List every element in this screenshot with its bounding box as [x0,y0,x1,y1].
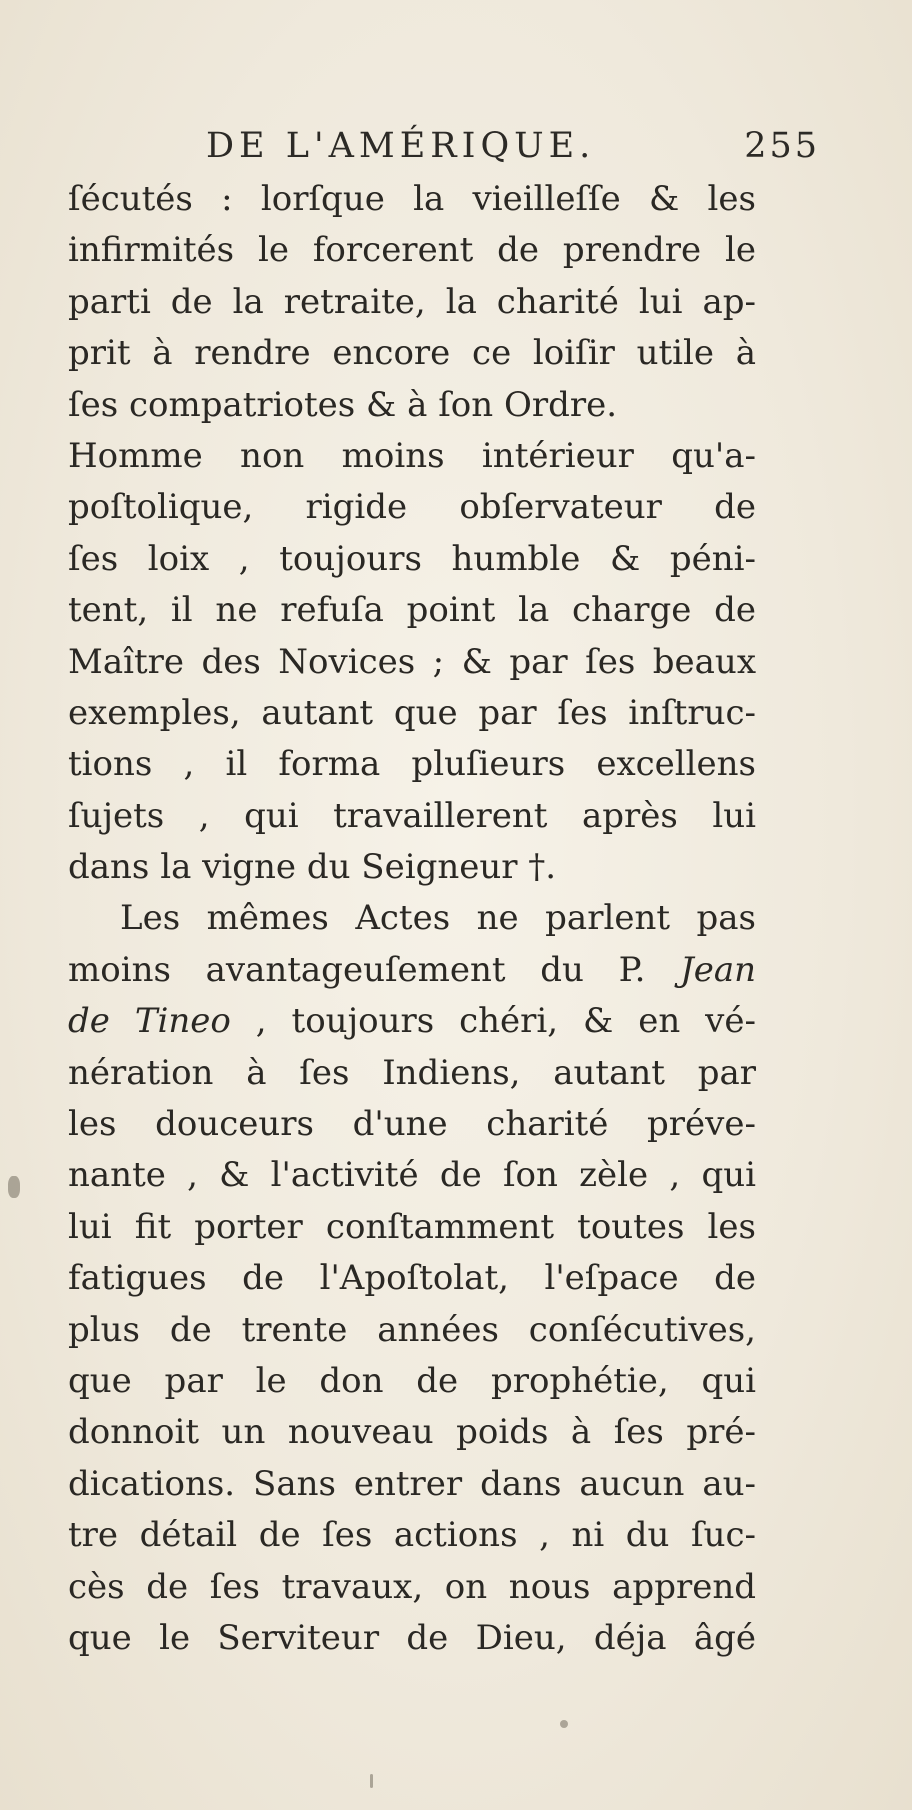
text-line: Les mêmes Actes ne parlent pas [120,898,756,939]
text-line: tions , il forma pluſieurs excellens [68,744,756,785]
text-line: lui fit porter conſtamment toutes les [68,1206,756,1247]
text-line: dans la vigne du Seigneur †. [68,847,557,888]
text-line [68,996,756,1047]
text-line: fatigues de l'Apoſtolat, l'eſpace de [68,1258,756,1299]
text-line: ſujets , qui travaillerent après lui [68,795,756,836]
ink-speck [370,1774,373,1788]
text-line: tre détail de ſes actions , ni du ſuc- [68,1515,756,1556]
text-line: que par le don de prophétie, qui [68,1360,756,1401]
text-line: Maître des Novices ; & par ſes beaux [68,641,756,682]
italic-name: de Tineo [68,1001,231,1042]
page-number: 255 [744,126,820,166]
ink-speck [560,1720,568,1728]
text-line: nante , & l'activité de ſon zèle , qui [68,1155,756,1196]
text-span: moins avantageuſement du P. [68,949,646,990]
text-line: Homme non moins intérieur qu'a- [68,435,756,476]
text-line: ſes loix , toujours humble & péni- [68,538,756,579]
text-line: prit à rendre encore ce loiſir utile à [68,333,756,374]
text-line: ſes compatriotes & à ſon Ordre. [68,384,618,425]
text-line: cès de ſes travaux, on nous apprend [68,1566,756,1607]
text-line: dications. Sans entrer dans aucun au- [68,1463,756,1504]
text-line: ſécutés : lorſque la vieilleſſe & les [68,179,756,219]
text-line [68,945,756,996]
italic-name: Jean [680,949,756,990]
text-line: que le Serviteur de Dieu, déja âgé [68,1617,756,1658]
running-head: DE L'AMÉRIQUE. [206,126,596,166]
text-line: exemples, autant que par ſes inſtruc- [68,692,756,733]
text-line: donnoit un nouveau poids à ſes pré- [68,1412,756,1453]
text-line: tent, il ne refuſa point la charge de [68,590,756,631]
ink-speck [8,1176,20,1198]
text-span: , toujours chéri, & en vé- [255,1001,756,1042]
text-line: infirmités le forcerent de prendre le [68,230,756,271]
text-line: parti de la retraite, la charité lui ap- [68,281,756,322]
text-line: nération à ſes Indiens, autant par [68,1052,756,1093]
body-text [68,174,756,1664]
page-header [72,118,852,174]
text-line: poſtolique, rigide obſervateur de [68,487,756,528]
text-line: plus de trente années conſécutives, [68,1309,756,1350]
text-line: les douceurs d'une charité préve- [68,1104,756,1145]
